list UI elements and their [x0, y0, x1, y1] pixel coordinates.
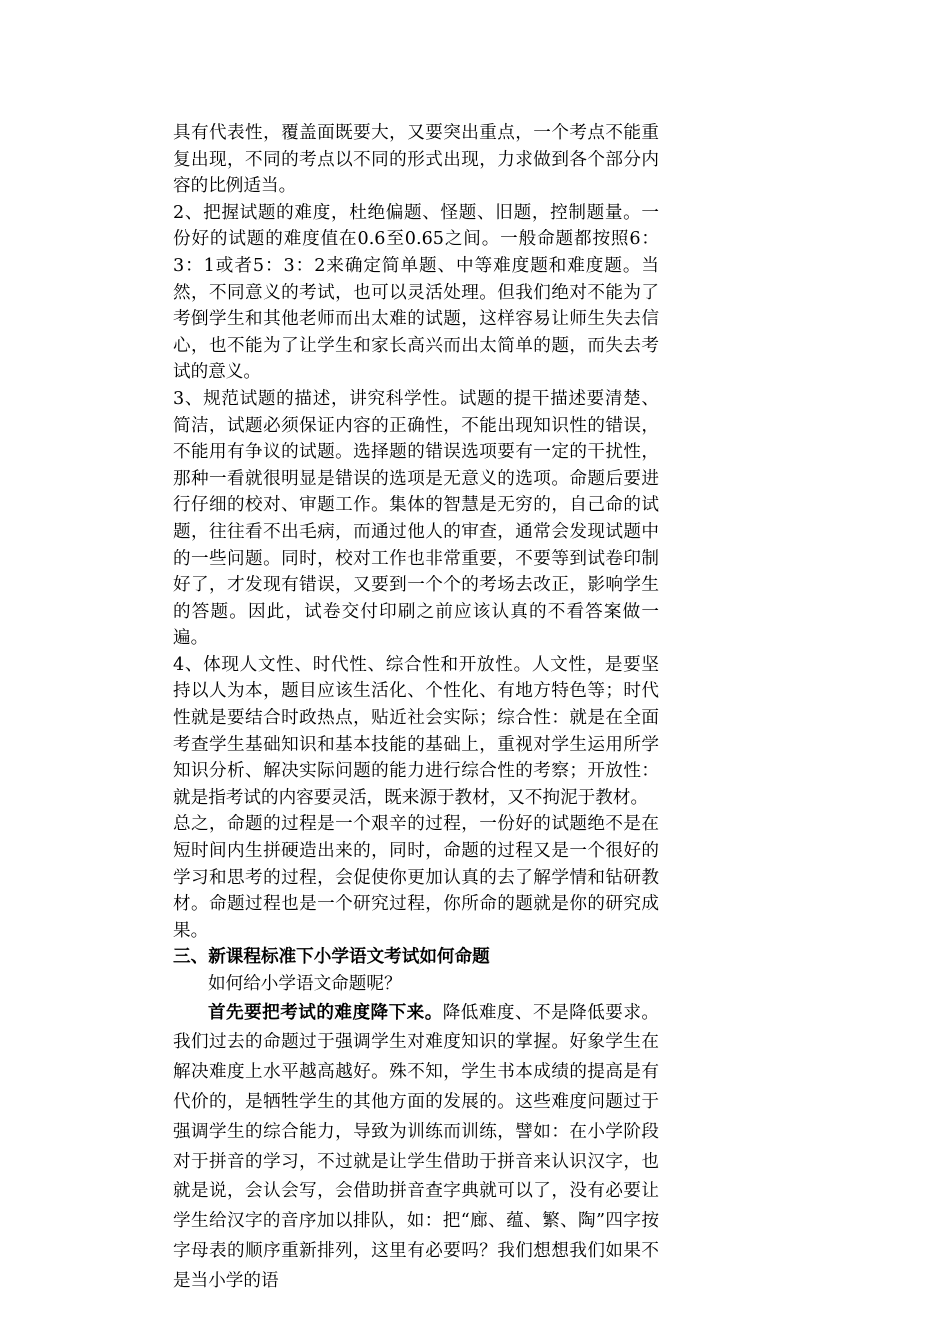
paragraph-point-2: 2、把握试题的难度，杜绝偏题、怪题、旧题，控制题量。一份好的试题的难度值在0.6至0.65之间。一般命题都按照6：3：1或者5：3：2来确定简单题、中等难度题和难度题。当然，不同意义的考试，也可以灵活处理。但我们绝对不能为了考倒学生和其他老师而出太难的试题，这样容易让师生失去信心，也不能为了让学生和家长高兴而出太简单的题，而失去考试的意义。 — [173, 202, 659, 383]
paragraph-body: 降低难度、不是降低要求。我们过去的命题过于强调学生对难度知识的掌握。好象学生在解决难度上水平越高越好。殊不知，学生书本成绩的提高是有代价的，是牺牲学生的其他方面的发展的。这些难度问题过于强调学生的综合能力，导致为训练而训练，譬如：在小学阶段对于拼音的学习，不过就是让学生借助于拼音来认识汉字，也就是说，会认会写，会借助拼音查字典就可以了，没有必要让学生给汉字的音序加以排队，如：把“廊、蕴、繁、陶”四字按字母表的顺序重新排列，这里有必要吗？我们想想我们如果不是当小学的语 — [173, 1002, 659, 1291]
section-heading: 三、新课程标准下小学语文考试如何命题 — [173, 946, 490, 968]
paragraph-point-3: 3、规范试题的描述，讲究科学性。试题的提干描述要清楚、简洁，试题必须保证内容的正确性，不能出现知识性的错误，不能用有争议的试题。选择题的错误选项要有一定的干扰性，那种一看就很明显是错误的选项是无意义的选项。命题后要进行仔细的校对、审题工作。集体的智慧是无穷的，自己命的试题，往往看不出毛病，而通过他人的审查，通常会发现试题中的一些问题。同时，校对工作也非常重要，不要等到试卷印制好了，才发现有错误，又要到一个个的考场去改正，影响学生的答题。因此，试卷交付印刷之前应该认真的不看答案做一遍。 — [173, 388, 659, 649]
paragraph-lead-bold: 首先要把考试的难度降下来。 — [208, 1001, 443, 1023]
document-page — [173, 120, 659, 1297]
paragraph-point-4: 4、体现人文性、时代性、综合性和开放性。人文性，是要坚持以人为本，题目应该生活化、个性化、有地方特色等；时代性就是要结合时政热点，贴近社会实际；综合性：就是在全面考查学生基础知识和基本技能的基础上，重视对学生运用所学知识分析、解决实际问题的能力进行综合性的考察；开放性：就是指考试的内容要灵活，既来源于教材，又不拘泥于教材。 — [173, 654, 659, 808]
paragraph-continuation: 具有代表性，覆盖面既要大，又要突出重点，一个考点不能重复出现，不同的考点以不同的形式出现，力求做到各个部分内容的比例适当。 — [173, 123, 659, 197]
paragraph-conclusion: 总之，命题的过程是一个艰辛的过程，一份好的试题绝不是在短时间内生拼硬造出来的，同时，命题的过程又是一个很好的学习和思考的过程，会促使你更加认真的去了解学情和钻研教材。命题过程也是一个研究过程，你所命的题就是你的研究成果。 — [173, 814, 659, 941]
question-line: 如何给小学语文命题呢？ — [208, 974, 402, 994]
paragraph-difficulty — [173, 998, 659, 1297]
